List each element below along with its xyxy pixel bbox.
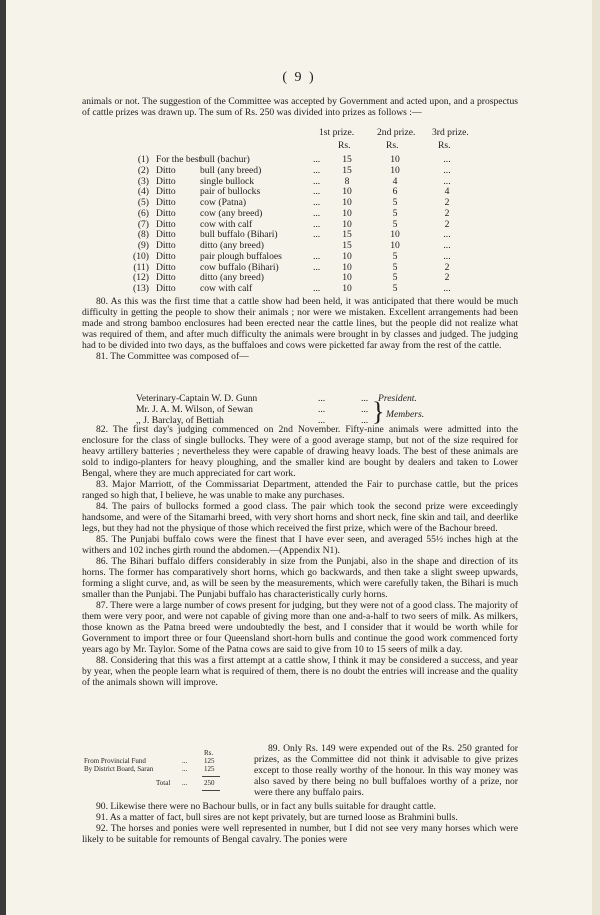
- prize-cell-ditto: Ditto: [156, 175, 176, 187]
- prize-cell-desc: cow (Patna): [200, 197, 247, 208]
- prize-cell-desc: bull buffalo (Bihari): [200, 229, 278, 241]
- body-section-b: [82, 424, 518, 688]
- committee-role-president: President.: [378, 393, 417, 404]
- prize-header-3: 3rd prize.: [432, 127, 469, 138]
- paragraph-80: 80. As this was the first time that a cattle show had been held, it was anticipated that there would be much difficulty in getting the people to show their animals ; nor were we mistaken. Excellent arrangements had been made and strong bamboo enclosures had been erected near the cattle lines, but the people did not realize what was required of them, and after much difficulty the animals were brought in by classes and judged. The judging had to be divided into two days, as the buffaloes and cows were picketted far away from the rest of the cattle.: [82, 296, 518, 351]
- prize-cell-v3: 2: [444, 272, 450, 284]
- prize-cell-dots: ...: [313, 218, 321, 230]
- prize-cell-desc: single bullock: [200, 175, 255, 187]
- prize-row: [82, 176, 522, 187]
- prize-cell-dots: ...: [313, 229, 321, 241]
- paragraph-83: 83. Major Marriott, of the Commissariat Department, attended the Fair to purchase cattle, but the prices ranged so high that, I believe, he was unable to make any purchases.: [82, 479, 518, 501]
- paragraph-88: 88. Considering that this was a first attempt at a cattle show, I think it may be considered a success, and year by year, when the people learn what is required of them, there is no doubt the entries will increase and the quality of the animals shown will improve.: [82, 655, 518, 688]
- prize-cell-v1: 15: [342, 154, 352, 165]
- prize-cell-ditto: Ditto: [156, 164, 176, 176]
- prize-unit-3: Rs.: [438, 140, 451, 151]
- prize-cell-v3: ...: [443, 229, 451, 241]
- prize-cell-v2: 5: [392, 218, 398, 230]
- prize-cell-v2: 5: [392, 207, 398, 219]
- prize-cell-v3: 2: [444, 207, 450, 219]
- committee-dots-3: ...: [318, 415, 326, 426]
- prize-row: [82, 251, 522, 262]
- paragraph-92: 92. The horses and ponies were well represented in number, but I did not see very many horses which were likely to be suitable for remounts of Bengal cavalry. The ponies were: [82, 823, 518, 845]
- prize-cell-dots: ...: [313, 283, 321, 294]
- prize-cell-dots: ...: [313, 261, 321, 273]
- prize-header-2: 2nd prize.: [377, 127, 416, 138]
- committee-role-members: Members.: [386, 409, 425, 420]
- prize-row: [82, 219, 522, 230]
- prize-row: [82, 154, 522, 165]
- prize-cell-v2: 5: [392, 272, 398, 284]
- prize-cell-v1: 10: [342, 272, 352, 284]
- prize-cell-num: (10): [133, 250, 149, 262]
- paragraph-81: 81. The Committee was composed of—: [96, 351, 249, 362]
- prize-cell-ditto: Ditto: [156, 218, 176, 230]
- prize-cell-v2: 5: [392, 261, 398, 273]
- paragraph-84: 84. The pairs of bullocks formed a good class. The pair which took the second prize were exceedingly handsome, and were of the Sitamarhi breed, with very short horns and short neck, fine skin and tail, and deerlike legs, but they had not the physique of those which received the first prize, which were of the Bachour breed.: [82, 501, 518, 534]
- prize-cell-num: (2): [137, 164, 149, 176]
- prize-cell-v3: 2: [444, 261, 450, 273]
- prize-cell-num: (12): [133, 272, 149, 284]
- committee-dots-2b: ...: [361, 404, 369, 415]
- prize-cell-num: (11): [133, 261, 149, 273]
- prize-cell-num: (4): [137, 186, 149, 198]
- prize-cell-desc: ditto (any breed): [200, 240, 264, 251]
- paragraph-82: 82. The first day's judging commenced on 2nd November. Fifty-nine animals were admitted into the enclosure for the class of single bullocks. They were of a good average stamp, but not of the size required for heavy artillery batteries ; nevertheless they were capable of drawing heavy loads. The best of these animals are sold to indigo-planters for heavy ploughing, and the smaller kind are bought by dealers and taken to Lower Bengal, where they are much appreciated for cart work.: [82, 424, 518, 479]
- paragraph-90: 90. Likewise there were no Bachour bulls, or in fact any bulls suitable for draught cattle.: [96, 801, 436, 812]
- prize-row: [82, 229, 522, 240]
- fund-row-2-dots: ...: [182, 765, 188, 773]
- prize-cell-num: (6): [137, 207, 149, 219]
- prize-cell-ditto: Ditto: [156, 272, 176, 284]
- fund-total-dots: ...: [182, 779, 188, 787]
- fund-row-1-label: From Provincial Fund: [84, 757, 146, 765]
- fund-unit: Rs.: [204, 749, 214, 757]
- prize-cell-num: (9): [137, 240, 149, 251]
- prize-cell-num: (8): [137, 229, 149, 241]
- prize-cell-dots: ...: [313, 186, 321, 198]
- prize-cell-desc: pair of bullocks: [200, 186, 261, 198]
- prize-cell-v3: 4: [444, 186, 450, 198]
- prize-row: [82, 272, 522, 283]
- prize-cell-desc: ditto (any breed): [200, 272, 264, 284]
- prize-cell-ditto: Ditto: [156, 283, 176, 294]
- prize-cell-ditto: Ditto: [156, 186, 176, 198]
- prize-cell-v2: 10: [390, 154, 400, 165]
- prize-cell-ditto: For the best: [156, 154, 202, 165]
- prize-cell-ditto: Ditto: [156, 250, 176, 262]
- prize-row: [82, 240, 522, 251]
- page-number: ( 9 ): [282, 70, 316, 85]
- prize-cell-v1: 15: [342, 164, 352, 176]
- prize-cell-v3: ...: [443, 240, 451, 251]
- prize-cell-dots: ...: [313, 250, 321, 262]
- prize-cell-desc: cow (any breed): [200, 207, 263, 219]
- prize-cell-v2: 4: [392, 175, 398, 187]
- prize-cell-v3: ...: [443, 175, 451, 187]
- prize-unit-1: Rs.: [338, 140, 351, 151]
- prize-cell-ditto: Ditto: [156, 207, 176, 219]
- body-section-a: [82, 296, 518, 362]
- prize-cell-dots: ...: [313, 154, 321, 165]
- prize-row: [82, 262, 522, 273]
- fund-total-line: [202, 790, 220, 791]
- prize-cell-v3: ...: [443, 250, 451, 262]
- committee-member-2: Mr. J. A. M. Wilson, of Sewan: [136, 404, 253, 415]
- fund-total-label: Total: [156, 779, 171, 787]
- fund-total-value: 250: [204, 779, 215, 787]
- paragraph-89: 89. Only Rs. 149 were expended out of the Rs. 250 granted for prizes, as the Committee did not think it advisable to give prizes except to those really worthy of the honour. In this way money was also saved by there being no bull buffaloes worthy of a prize, nor were there any buffalo pairs.: [254, 743, 518, 798]
- prize-cell-v1: 10: [342, 186, 352, 198]
- prize-cell-desc: cow with calf: [200, 218, 253, 230]
- prize-cell-dots: ...: [313, 197, 321, 208]
- prize-cell-v1: 10: [342, 283, 352, 294]
- prize-cell-v1: 10: [342, 250, 352, 262]
- paragraph-89-block: [254, 743, 518, 798]
- prize-row: [82, 186, 522, 197]
- prize-row: [82, 208, 522, 219]
- prize-cell-dots: ...: [313, 175, 321, 187]
- prize-cell-v3: 2: [444, 218, 450, 230]
- prize-cell-desc: cow with calf: [200, 283, 253, 294]
- body-section-c: [82, 801, 518, 845]
- document-page: [6, 0, 592, 915]
- prize-cell-v1: 15: [342, 240, 352, 251]
- fund-row-2-label: By District Board, Saran: [84, 765, 154, 773]
- prize-cell-v2: 10: [390, 240, 400, 251]
- paragraph-91: 91. As a matter of fact, bull sires are not kept privately, but are turned loose as Brahmini bulls.: [96, 812, 458, 823]
- fund-row-1-dots: ...: [182, 757, 188, 765]
- prize-cell-dots: ...: [313, 164, 321, 176]
- intro-paragraph: [82, 96, 518, 118]
- prize-cell-v2: 5: [392, 197, 398, 208]
- prize-cell-v2: 10: [390, 229, 400, 241]
- prize-cell-v1: 10: [342, 261, 352, 273]
- prize-cell-v1: 15: [342, 229, 352, 241]
- prize-cell-v3: 2: [444, 197, 450, 208]
- prize-cell-v3: ...: [443, 164, 451, 176]
- prize-cell-ditto: Ditto: [156, 261, 176, 273]
- prize-cell-v2: 6: [392, 186, 398, 198]
- prize-cell-ditto: Ditto: [156, 197, 176, 208]
- prize-cell-num: (3): [137, 175, 149, 187]
- prize-cell-v1: 10: [342, 218, 352, 230]
- members-brace: }: [372, 397, 385, 426]
- prize-cell-dots: ...: [313, 207, 321, 219]
- committee-dots-1b: ...: [361, 393, 369, 404]
- prize-cell-v2: 10: [390, 164, 400, 176]
- prize-cell-v1: 10: [342, 197, 352, 208]
- fund-row-1-value: 125: [204, 757, 215, 765]
- prize-row: [82, 283, 522, 294]
- prize-cell-v1: 8: [344, 175, 350, 187]
- committee-member-3: ,, J. Barclay, of Bettiah: [136, 415, 224, 426]
- prize-row: [82, 197, 522, 208]
- committee-dots-3b: ...: [361, 415, 369, 426]
- paragraph-87: 87. There were a large number of cows present for judging, but they were not of a good class. The majority of them were very poor, and were not capable of giving more than one and-a-half to two seers of milk. As milkers, those known as the Patna breed were undoubtedly the best, and I consider that it would be worth while for Government to import three or four Queensland short-horn bulls and continue the good work commenced forty years ago by Mr. Taylor. Some of the Patna cows are said to give from 10 to 15 seers of milk a day.: [82, 600, 518, 655]
- fund-sum-line: [202, 776, 220, 777]
- paragraph-86: 86. The Bihari buffalo differs considerably in size from the Punjabi, also in the shape and direction of its horns. The former has comparatively short horns, which go backwards, and then take a slight sweep upwards, forming a slight curve, and, as will be seen by the measurements, which were carefully taken, the Bihari is much smaller than the Punjabi. The Punjabi buffalo has characteristically curly horns.: [82, 556, 518, 600]
- prize-unit-2: Rs.: [386, 140, 399, 151]
- prize-cell-num: (1): [137, 154, 149, 165]
- committee-member-1: Veterinary-Captain W. D. Gunn: [136, 393, 258, 404]
- paragraph-85: 85. The Punjabi buffalo cows were the finest that I have ever seen, and averaged 55½ inches high at the withers and 102 inches girth round the abdomen.—(Appendix N1).: [82, 534, 518, 556]
- prize-cell-num: (7): [137, 218, 149, 230]
- prize-cell-ditto: Ditto: [156, 229, 176, 241]
- prize-cell-desc: cow buffalo (Bihari): [200, 261, 279, 273]
- committee-dots-2: ...: [318, 404, 326, 415]
- prize-cell-v1: 10: [342, 207, 352, 219]
- prize-cell-v2: 5: [392, 250, 398, 262]
- prize-cell-num: (5): [137, 197, 149, 208]
- prize-cell-ditto: Ditto: [156, 240, 176, 251]
- prize-cell-desc: bull (bachur): [200, 154, 250, 165]
- prize-header-1: 1st prize.: [319, 127, 355, 138]
- committee-dots-1: ...: [318, 393, 326, 404]
- prize-row: [82, 165, 522, 176]
- prize-cell-v3: ...: [443, 283, 451, 294]
- prize-cell-desc: pair plough buffaloes: [200, 250, 282, 262]
- fund-row-2-value: 125: [204, 765, 215, 773]
- prize-cell-v3: ...: [443, 154, 451, 165]
- prize-cell-desc: bull (any breed): [200, 164, 262, 176]
- prize-cell-v2: 5: [392, 283, 398, 294]
- prize-cell-num: (13): [133, 283, 149, 294]
- intro-text: animals or not. The suggestion of the Committee was accepted by Government and acted upon, and a prospectus of cattle prizes was drawn up. The sum of Rs. 250 was divided into prizes as follows :—: [82, 96, 518, 118]
